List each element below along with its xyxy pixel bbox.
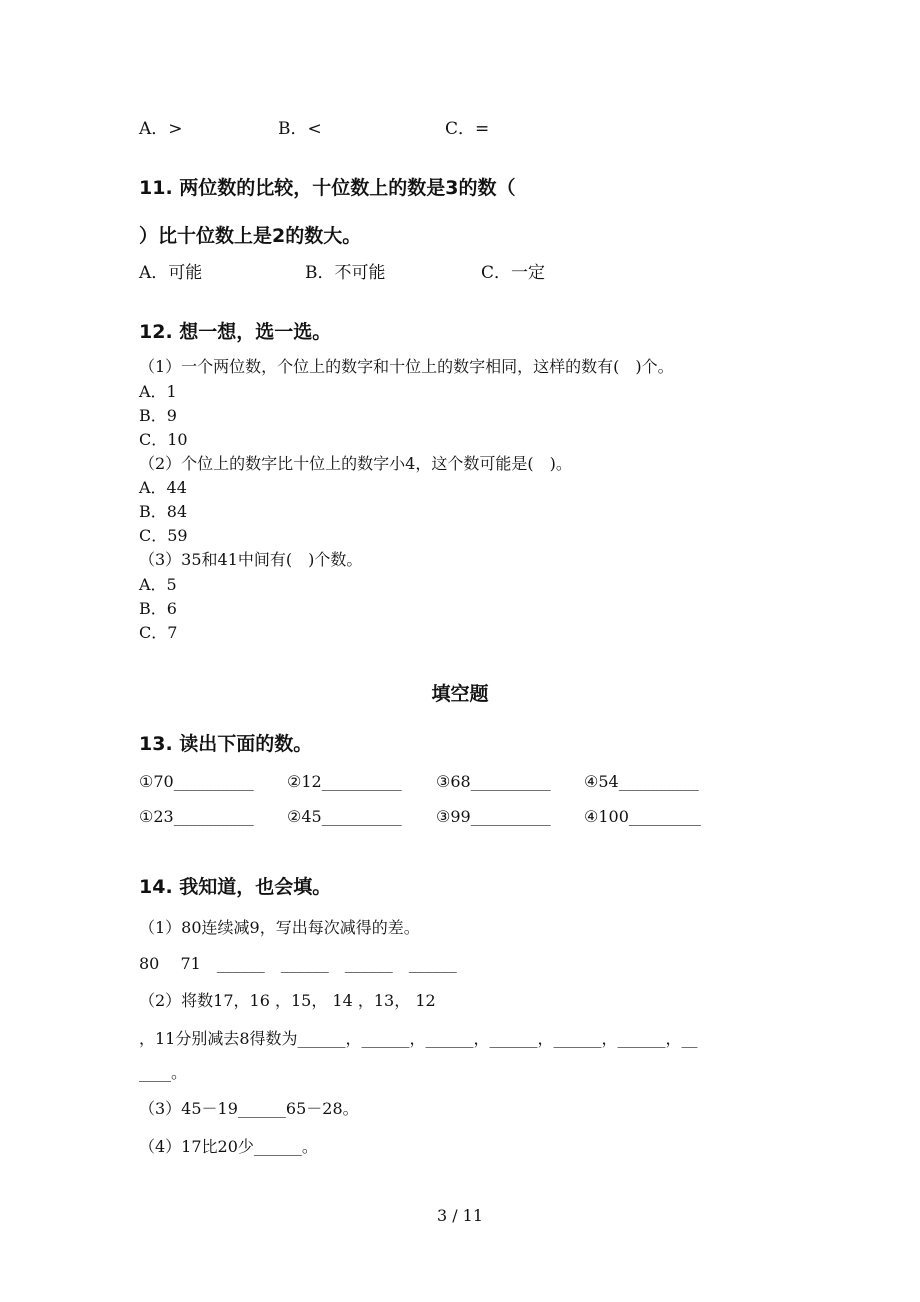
- number-reading-item: ③99__________: [436, 807, 551, 826]
- section-title: 填空题: [431, 683, 489, 705]
- option-c: C．=: [445, 119, 490, 139]
- question-12-title: 12. 想一想，选一选。: [139, 321, 332, 343]
- question-14-title: 14. 我知道，也会填。: [139, 876, 332, 898]
- page-number: 3 / 11: [436, 1206, 484, 1225]
- option-line: B．84: [139, 502, 188, 521]
- sub-question: （1）一个两位数，个位上的数字和十位上的数字相同，这样的数有( )个。: [139, 357, 674, 376]
- number-reading-item: ②12__________: [287, 772, 402, 791]
- sub-question: （3）35和41中间有( )个数。: [139, 550, 363, 569]
- number-reading-item: ②45__________: [287, 807, 402, 826]
- question-11-line1: 11. 两位数的比较，十位数上的数是3的数（: [139, 177, 516, 199]
- option-b: B．不可能: [305, 263, 386, 283]
- fill-blank-line: ____。: [139, 1063, 188, 1082]
- fill-blank-line: 80 71 ______ ______ ______ ______: [139, 954, 457, 973]
- option-line: A．1: [139, 382, 177, 401]
- number-reading-item: ④100_________: [584, 807, 701, 826]
- option-line: C．7: [139, 623, 178, 642]
- sub-question: （4）17比20少______。: [139, 1137, 318, 1156]
- option-line: A．5: [139, 575, 177, 594]
- option-c: C．一定: [481, 263, 546, 283]
- question-13-title: 13. 读出下面的数。: [139, 733, 313, 755]
- sub-question: （2）个位上的数字比十位上的数字小4，这个数可能是( )。: [139, 454, 572, 473]
- option-line: C．10: [139, 430, 188, 449]
- question-11-line2: ）比十位数上是2的数大。: [139, 225, 362, 247]
- sub-question: （3）45－19______65－28。: [139, 1099, 359, 1118]
- option-b: B．<: [278, 119, 322, 139]
- sub-question: （2）将数17，16 ，15， 14 ，13， 12: [139, 991, 436, 1010]
- option-a: A．可能: [139, 263, 203, 283]
- number-reading-item: ①70__________: [139, 772, 254, 791]
- sub-question: （1）80连续减9，写出每次减得的差。: [139, 918, 420, 937]
- number-reading-item: ①23__________: [139, 807, 254, 826]
- option-line: B．6: [139, 599, 177, 618]
- option-line: B．9: [139, 406, 177, 425]
- number-reading-item: ④54__________: [584, 772, 699, 791]
- fill-blank-line: ，11分别减去8得数为______，______，______，______，______，______，__: [139, 1029, 698, 1048]
- number-reading-item: ③68__________: [436, 772, 551, 791]
- option-a: A．>: [139, 119, 183, 139]
- option-line: A．44: [139, 478, 187, 497]
- option-line: C．59: [139, 526, 188, 545]
